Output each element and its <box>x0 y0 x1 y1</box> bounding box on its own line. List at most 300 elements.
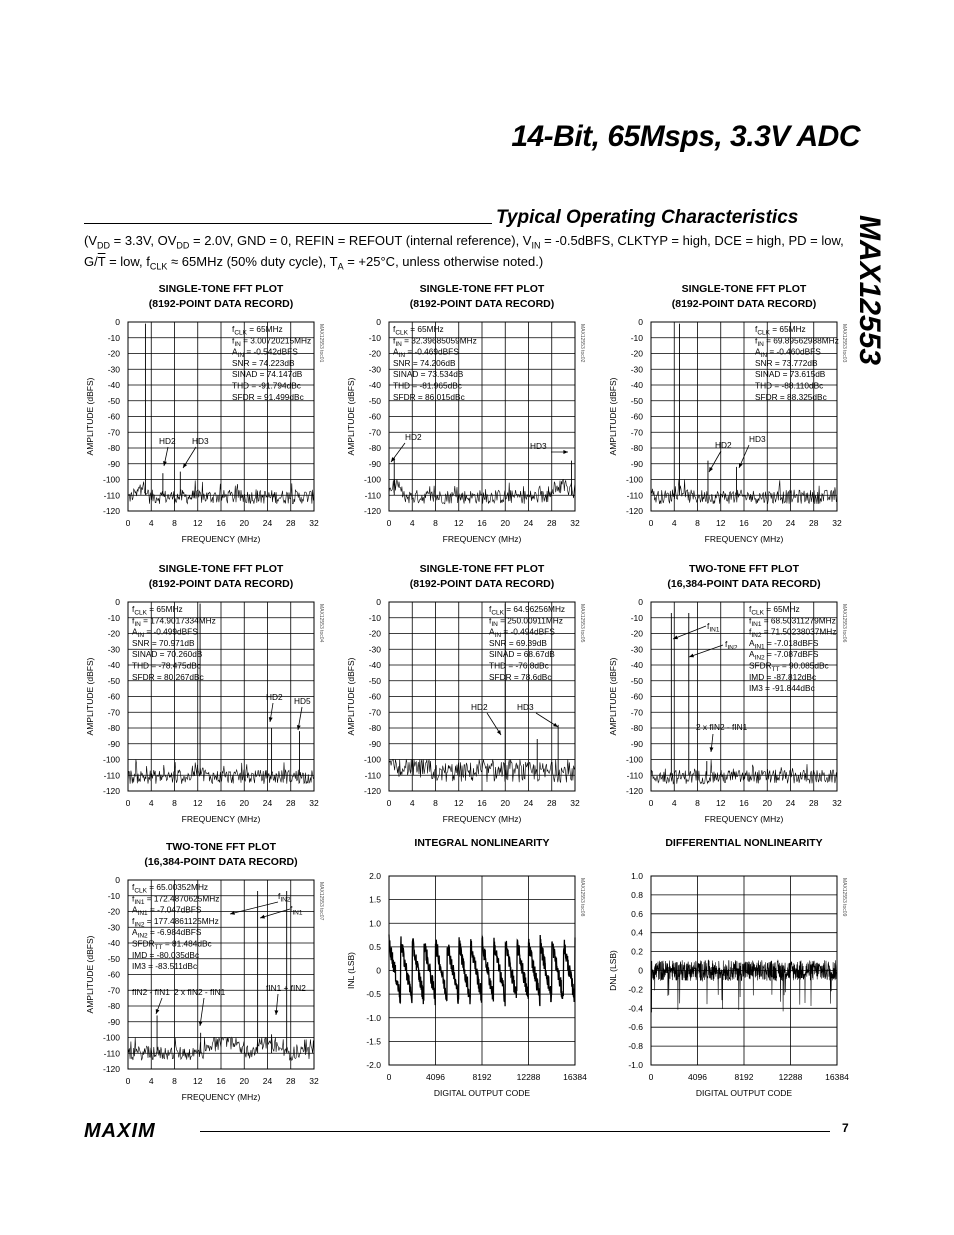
y-tick-label: -110 <box>626 770 643 781</box>
y-tick-label: -80 <box>630 443 643 453</box>
harmonic-label: HD3 <box>517 702 534 712</box>
x-tick-label: 32 <box>309 518 319 528</box>
y-tick-label: -60 <box>368 411 381 422</box>
y-axis-label: AMPLITUDE (dBFS) <box>85 377 95 456</box>
x-tick-label: 20 <box>239 1076 249 1086</box>
x-tick-label: 32 <box>570 798 580 808</box>
x-tick-label: 12 <box>716 518 726 528</box>
plot-title: SINGLE-TONE FFT PLOT <box>419 563 545 575</box>
y-tick-label: -120 <box>102 506 120 516</box>
plot-svg <box>341 560 601 830</box>
y-tick-label: -10 <box>107 612 120 623</box>
x-tick-label: 24 <box>262 1076 273 1086</box>
x-tick-label: 0 <box>125 798 131 808</box>
arrow-head <box>156 1009 160 1014</box>
annotation-line: $A_{IN}$ = -0.494dBFS <box>489 626 555 640</box>
figure-code: MAX12553 toc05 <box>579 604 585 643</box>
plot-title: INTEGRAL NONLINEARITY <box>414 837 550 849</box>
x-tick-label: 12 <box>454 798 464 808</box>
x-tick-label: 28 <box>286 518 296 528</box>
y-tick-label: -120 <box>625 786 643 796</box>
x-axis-label: FREQUENCY (MHz) <box>442 814 522 824</box>
y-tick-label: -70 <box>107 985 120 996</box>
fft-plot-6 <box>603 560 863 835</box>
x-tick-label: 24 <box>785 798 796 808</box>
y-tick-label: -80 <box>107 723 120 733</box>
x-tick-label: 4 <box>409 798 415 808</box>
y-tick-label: -40 <box>630 380 643 390</box>
x-axis-label: FREQUENCY (MHz) <box>442 534 522 544</box>
x-tick-label: 28 <box>547 798 557 808</box>
arrow-head <box>297 725 301 730</box>
y-tick-label: -110 <box>103 490 120 501</box>
x-tick-label: 20 <box>762 798 772 808</box>
y-tick-label: -30 <box>368 364 381 375</box>
y-tick-label: -50 <box>368 675 381 686</box>
y-tick-label: -50 <box>107 395 120 406</box>
y-tick-label: 0 <box>376 597 381 607</box>
x-tick-label: 12 <box>454 518 464 528</box>
x-tick-label: 16 <box>739 798 749 808</box>
y-tick-label: 0.2 <box>631 946 643 957</box>
plot-svg <box>80 280 340 550</box>
annotation-line: $f_{IN1} = 68.50311279MHz$ <box>749 615 836 628</box>
y-tick-label: -80 <box>630 723 643 733</box>
y-tick-label: -100 <box>363 754 381 765</box>
y-tick-label: -90 <box>630 458 643 469</box>
harmonic-label: HD5 <box>294 696 311 706</box>
annotation-line: $f_{CLK} = 65MHz$ <box>232 324 283 337</box>
y-tick-label: -50 <box>107 953 120 964</box>
x-tick-label: 8 <box>172 1076 177 1086</box>
y-tick-label: -100 <box>625 474 643 485</box>
y-tick-label: -50 <box>630 395 643 406</box>
y-tick-label: -30 <box>368 644 381 655</box>
y-tick-label: -90 <box>107 458 120 469</box>
x-tick-label: 8 <box>695 518 700 528</box>
y-tick-label: -60 <box>368 691 381 702</box>
x-tick-label: 8 <box>433 798 438 808</box>
annotation-line: IMD = -80.035dBc <box>132 949 200 960</box>
y-tick-label: -40 <box>107 938 120 948</box>
x-tick-label: 16 <box>739 518 749 528</box>
plot-title: SINGLE-TONE FFT PLOT <box>158 283 284 295</box>
x-tick-label: 16384 <box>825 1072 849 1082</box>
annotation-line: SNR = 74.206dB <box>393 357 456 368</box>
plot-subtitle: (8192-POINT DATA RECORD) <box>148 298 294 310</box>
x-tick-label: 24 <box>262 798 273 808</box>
plot-svg <box>603 280 863 550</box>
annotation-line: $f_{IN} = 69.89562988MHz$ <box>755 335 839 348</box>
y-tick-label: -10 <box>630 332 643 343</box>
x-tick-label: 16 <box>477 798 487 808</box>
y-tick-label: -70 <box>630 427 643 438</box>
annotation-line: $f_{IN} = 174.9017334MHz$ <box>132 615 216 628</box>
annotation-line: SFDR = 91.499dBc <box>232 391 304 402</box>
x-tick-label: 4 <box>671 518 677 528</box>
section-rule <box>84 223 492 224</box>
arrow-head <box>260 915 265 919</box>
fft-plot-4 <box>80 560 340 835</box>
annotation-line: $f_{CLK} = 65.00352MHz$ <box>132 882 209 895</box>
y-tick-label: 0 <box>638 317 643 327</box>
y-tick-label: -90 <box>107 738 120 749</box>
y-tick-label: -30 <box>107 644 120 655</box>
y-tick-label: -20 <box>107 628 120 639</box>
arrow-head <box>689 654 694 658</box>
y-tick-label: -20 <box>368 348 381 359</box>
x-tick-label: 4 <box>409 518 415 528</box>
y-tick-label: -110 <box>626 490 643 501</box>
tone-label: $f_{IN1}$ <box>707 621 720 634</box>
y-tick-label: -50 <box>368 395 381 406</box>
annotation-line: $A_{IN}$ = -0.499dBFS <box>132 626 198 640</box>
y-axis-label: AMPLITUDE (dBFS) <box>346 377 356 456</box>
annotation-line: SFDR = 88.325dBc <box>755 391 827 402</box>
plot-subtitle: (8192-POINT DATA RECORD) <box>409 298 555 310</box>
x-tick-label: 0 <box>648 518 654 528</box>
plot-subtitle: (8192-POINT DATA RECORD) <box>148 578 294 590</box>
inl-plot <box>341 837 601 1115</box>
harmonic-label: 2 x fIN2 - fIN1 <box>696 722 748 732</box>
y-tick-label: -110 <box>364 490 381 501</box>
y-tick-label: -30 <box>107 922 120 933</box>
y-tick-label: -40 <box>107 380 120 390</box>
y-tick-label: -1.0 <box>628 1060 643 1070</box>
harmonic-label: HD3 <box>192 436 209 446</box>
annotation-line: $SFDR_{TT} = 90.085dBc$ <box>749 660 829 673</box>
annotation-line: $A_{IN1}$ = -7.047dBFS <box>132 904 202 918</box>
y-tick-label: -0.4 <box>628 1003 643 1014</box>
harmonic-label: HD2 <box>715 440 732 450</box>
x-tick-label: 16 <box>216 1076 226 1086</box>
x-tick-label: 20 <box>500 518 510 528</box>
y-tick-label: 0 <box>115 317 120 327</box>
y-tick-label: -110 <box>103 1048 120 1059</box>
y-tick-label: -120 <box>363 786 381 796</box>
annotation-line: SINAD = 73.534dB <box>393 369 464 380</box>
tone-label: $f_{IN2}$ <box>278 891 291 904</box>
x-tick-label: 0 <box>125 1076 131 1086</box>
dnl-plot <box>603 837 863 1115</box>
y-tick-label: -0.2 <box>628 984 643 995</box>
arrow-head <box>673 636 678 640</box>
y-tick-label: -120 <box>625 506 643 516</box>
annotation-line: $f_{IN} = 250.00911MHz$ <box>489 615 563 628</box>
harmonic-label: fIN2 - fIN1 <box>132 987 170 997</box>
y-tick-label: -120 <box>102 786 120 796</box>
figure-code: MAX12553 toc08 <box>579 878 585 917</box>
y-tick-label: -70 <box>368 707 381 718</box>
annotation-line: $A_{IN}$ = -0.460dBFS <box>755 346 821 360</box>
plot-title: SINGLE-TONE FFT PLOT <box>158 563 284 575</box>
x-tick-label: 20 <box>500 798 510 808</box>
x-tick-label: 16 <box>216 518 226 528</box>
y-tick-label: 2.0 <box>369 871 381 881</box>
harmonic-label: HD3 <box>530 441 547 451</box>
y-tick-label: -80 <box>368 723 381 733</box>
x-tick-label: 20 <box>239 518 249 528</box>
y-tick-label: -10 <box>368 612 381 623</box>
x-tick-label: 32 <box>309 798 319 808</box>
plot-title: TWO-TONE FFT PLOT <box>688 563 800 575</box>
x-axis-label: DIGITAL OUTPUT CODE <box>433 1088 531 1098</box>
annotation-line: IMD = -87.812dBc <box>749 671 817 682</box>
annotation-line: $f_{CLK} = 64.96256MHz$ <box>489 604 566 617</box>
plot-title: SINGLE-TONE FFT PLOT <box>419 283 545 295</box>
annotation-line: IM3 = -91.844dBc <box>749 683 815 694</box>
x-tick-label: 4096 <box>426 1072 445 1082</box>
x-tick-label: 28 <box>547 518 557 528</box>
tone-label: $f_{IN1}$ <box>290 904 303 917</box>
y-tick-label: -20 <box>368 628 381 639</box>
figure-code: MAX12553 toc07 <box>318 882 324 921</box>
x-tick-label: 24 <box>523 798 534 808</box>
fft-plot-1 <box>80 280 340 555</box>
y-axis-label: INL (LSB) <box>346 951 356 990</box>
y-tick-label: 1.0 <box>631 871 643 881</box>
annotation-line: $f_{CLK} = 65MHz$ <box>393 324 444 337</box>
annotation-line: THD = -81.965dBc <box>393 380 462 391</box>
dnl-group <box>608 837 849 1098</box>
y-tick-label: 0 <box>115 875 120 885</box>
harmonic-label: HD2 <box>405 432 422 442</box>
annotation-line: SNR = 69.39dB <box>489 637 547 648</box>
plot-subtitle: (8192-POINT DATA RECORD) <box>409 578 555 590</box>
y-tick-label: 0.8 <box>631 889 643 900</box>
y-axis-label: AMPLITUDE (dBFS) <box>85 657 95 736</box>
pointer-line <box>230 902 278 914</box>
y-tick-label: -40 <box>630 660 643 670</box>
annotation-line: THD = -76.8dBc <box>489 660 549 671</box>
svg-text:MAXIM: MAXIM <box>84 1120 156 1142</box>
annotation-line: SNR = 70.971dB <box>132 637 195 648</box>
y-tick-label: 0.6 <box>631 908 643 919</box>
x-axis-label: FREQUENCY (MHz) <box>181 814 261 824</box>
y-tick-label: -0.8 <box>628 1041 643 1052</box>
fft-plot-5 <box>341 560 601 835</box>
x-tick-label: 32 <box>570 518 580 528</box>
x-tick-label: 8 <box>695 798 700 808</box>
y-tick-label: 0 <box>115 597 120 607</box>
y-tick-label: -110 <box>103 770 120 781</box>
y-axis-label: AMPLITUDE (dBFS) <box>608 657 618 736</box>
annotation-line: SFDR = 78.6dBc <box>489 671 552 682</box>
y-tick-label: -90 <box>107 1016 120 1027</box>
y-tick-label: -20 <box>630 348 643 359</box>
figure-code: MAX12553 toc04 <box>318 604 324 643</box>
y-tick-label: -100 <box>102 754 120 765</box>
x-axis-label: FREQUENCY (MHz) <box>181 534 261 544</box>
y-tick-label: -110 <box>364 770 381 781</box>
harmonic-label: HD2 <box>266 692 283 702</box>
x-tick-label: 12288 <box>516 1072 541 1082</box>
part-number-text: MAX12553 <box>853 215 886 366</box>
y-tick-label: 1.0 <box>369 918 381 929</box>
x-tick-label: 28 <box>286 798 296 808</box>
y-tick-label: -70 <box>107 427 120 438</box>
annotation-line: SFDR = 80.267dBc <box>132 671 204 682</box>
x-tick-label: 8192 <box>472 1072 492 1082</box>
x-tick-label: 0 <box>386 798 392 808</box>
x-tick-label: 16384 <box>563 1072 587 1082</box>
plot-svg <box>80 838 340 1108</box>
y-tick-label: -60 <box>107 411 120 422</box>
annotation-line: $A_{IN}$ = -0.469dBFS <box>393 346 459 360</box>
y-tick-label: -2.0 <box>366 1060 381 1070</box>
y-tick-label: -50 <box>107 675 120 686</box>
y-tick-label: -70 <box>107 707 120 718</box>
annotation-line: $f_{IN2} = 177.4861125MHz$ <box>132 915 219 929</box>
annotation-line: SFDR = 86.015dBc <box>393 391 465 402</box>
y-tick-label: -70 <box>368 427 381 438</box>
arrow-head <box>553 723 558 727</box>
annotation-line: THD = -88.110dBc <box>755 380 824 391</box>
plot-subtitle: (16,384-POINT DATA RECORD) <box>144 856 298 868</box>
annotation-line: $f_{IN} = 3.00720215MHz$ <box>232 335 312 348</box>
annotation-line: SNR = 74.223dB <box>232 357 295 368</box>
x-tick-label: 8 <box>172 518 177 528</box>
y-tick-label: -60 <box>107 691 120 702</box>
x-tick-label: 4 <box>148 798 154 808</box>
y-axis-label: AMPLITUDE (dBFS) <box>608 377 618 456</box>
annotation-line: $A_{IN}$ = -0.542dBFS <box>232 346 298 360</box>
test-conditions: ($V_{DD} = 3.3V$, $OV_{DD} = 2.0V$, GND = 0, REFIN = REFOUT (internal reference), $V_{IN}$ = -0.5dBFS, CLKTYP = high, DCE = high, PD = low, $G/\overline{T}$ = low, $f_{CLK} \approx 65MHz$ (50% duty cycle), $T_A = +25^\circ C$, unless otherwise noted.) <box>84 233 844 272</box>
x-axis-label: DIGITAL OUTPUT CODE <box>695 1088 793 1098</box>
x-tick-label: 8 <box>172 798 177 808</box>
x-tick-label: 12 <box>193 798 203 808</box>
y-tick-label: -20 <box>107 906 120 917</box>
pointer-line <box>673 626 706 639</box>
pointer-line <box>260 909 290 918</box>
annotation-line: SINAD = 73.615dB <box>755 369 826 380</box>
x-tick-label: 24 <box>262 518 273 528</box>
x-tick-label: 0 <box>648 1072 654 1082</box>
y-tick-label: -0.6 <box>628 1022 643 1033</box>
annotation-line: $f_{IN1} = 172.4870625MHz$ <box>132 893 220 906</box>
x-tick-label: 32 <box>309 1076 319 1086</box>
annotation-line: $f_{CLK} = 65MHz$ <box>132 604 183 617</box>
plot-svg <box>341 280 601 550</box>
y-tick-label: -80 <box>107 443 120 453</box>
arrow-head <box>710 747 714 752</box>
y-tick-label: -100 <box>102 474 120 485</box>
x-tick-label: 8 <box>433 518 438 528</box>
plot-title: SINGLE-TONE FFT PLOT <box>681 283 807 295</box>
y-tick-label: -60 <box>107 969 120 980</box>
y-tick-label: -30 <box>107 364 120 375</box>
y-tick-label: -80 <box>368 443 381 453</box>
x-tick-label: 0 <box>648 798 654 808</box>
y-tick-label: 1.5 <box>369 894 381 905</box>
y-tick-label: -50 <box>630 675 643 686</box>
plot-svg <box>603 837 863 1110</box>
x-tick-label: 4 <box>148 1076 154 1086</box>
annotation-line: $f_{IN} = 32.39685059MHz$ <box>393 335 477 348</box>
page-number: 7 <box>842 1121 849 1135</box>
fft-plot-7 <box>80 838 340 1113</box>
x-tick-label: 4 <box>148 518 154 528</box>
y-tick-label: 0.4 <box>631 927 643 938</box>
plot-title: TWO-TONE FFT PLOT <box>165 841 277 853</box>
y-tick-label: -60 <box>630 411 643 422</box>
annotation-line: $A_{IN2}$ = -7.087dBFS <box>749 649 819 662</box>
section-title: Typical Operating Characteristics <box>496 207 799 228</box>
annotation-line: $SFDR_{TT} = 81.484dBc$ <box>132 938 212 951</box>
annotation-line: SINAD = 70.260dB <box>132 649 203 660</box>
plot-subtitle: (8192-POINT DATA RECORD) <box>671 298 817 310</box>
y-tick-label: -90 <box>368 738 381 749</box>
annotation-line: $A_{IN2}$ = -6.984dBFS <box>132 927 202 940</box>
x-tick-label: 20 <box>762 518 772 528</box>
arrow-head <box>563 450 568 454</box>
y-tick-label: 0.5 <box>369 941 381 952</box>
y-tick-label: -40 <box>107 660 120 670</box>
arrow-head <box>199 1021 203 1026</box>
y-tick-label: -120 <box>102 1064 120 1074</box>
inl-group <box>346 837 587 1098</box>
arrow-head <box>497 730 501 735</box>
x-tick-label: 28 <box>809 798 819 808</box>
x-tick-label: 12 <box>193 1076 203 1086</box>
y-axis-label: AMPLITUDE (dBFS) <box>346 657 356 736</box>
harmonic-label: fIN1 + fIN2 <box>266 983 306 993</box>
x-tick-label: 20 <box>239 798 249 808</box>
page-title: 14-Bit, 65Msps, 3.3V ADC <box>511 120 860 153</box>
y-tick-label: -10 <box>368 332 381 343</box>
x-tick-label: 32 <box>832 518 842 528</box>
figure-code: MAX12553 toc03 <box>841 324 847 363</box>
y-tick-label: 0 <box>376 317 381 327</box>
x-tick-label: 0 <box>386 518 392 528</box>
plot-title: DIFFERENTIAL NONLINEARITY <box>665 837 823 849</box>
y-tick-label: -30 <box>630 364 643 375</box>
annotation-line: $A_{IN1}$ = -7.018dBFS <box>749 637 819 651</box>
annotation-line: IM3 = -83.511dBc <box>132 961 198 972</box>
y-tick-label: -10 <box>630 612 643 623</box>
annotation-line: $f_{CLK} = 65MHz$ <box>749 604 800 617</box>
harmonic-label: 2 x fIN2 - fIN1 <box>174 987 226 997</box>
plot-svg <box>603 560 863 830</box>
harmonic-label: HD3 <box>749 434 766 444</box>
figure-code: MAX12553 toc09 <box>841 878 847 917</box>
x-tick-label: 16 <box>216 798 226 808</box>
x-tick-label: 24 <box>785 518 796 528</box>
x-tick-label: 12288 <box>778 1072 803 1082</box>
x-axis-label: FREQUENCY (MHz) <box>704 814 784 824</box>
y-tick-label: -1.0 <box>366 1012 381 1023</box>
figure-code: MAX12553 toc01 <box>318 324 324 363</box>
y-tick-label: -40 <box>368 380 381 390</box>
x-tick-label: 12 <box>193 518 203 528</box>
y-tick-label: -10 <box>107 890 120 901</box>
plot-subtitle: (16,384-POINT DATA RECORD) <box>667 578 821 590</box>
x-tick-label: 32 <box>832 798 842 808</box>
annotation-line: SNR = 73.772dB <box>755 357 818 368</box>
annotation-line: SINAD = 74.147dB <box>232 369 303 380</box>
annotation-line: THD = -91.794dBc <box>232 380 301 391</box>
x-axis-label: FREQUENCY (MHz) <box>704 534 784 544</box>
y-tick-label: -70 <box>630 707 643 718</box>
x-tick-label: 28 <box>809 518 819 528</box>
y-tick-label: -60 <box>630 691 643 702</box>
y-tick-label: -0.5 <box>366 989 381 1000</box>
x-tick-label: 28 <box>286 1076 296 1086</box>
plot-svg <box>80 560 340 830</box>
annotation-line: SINAD = 68.67dB <box>489 649 555 660</box>
x-tick-label: 4096 <box>688 1072 707 1082</box>
plot-svg <box>341 837 601 1110</box>
